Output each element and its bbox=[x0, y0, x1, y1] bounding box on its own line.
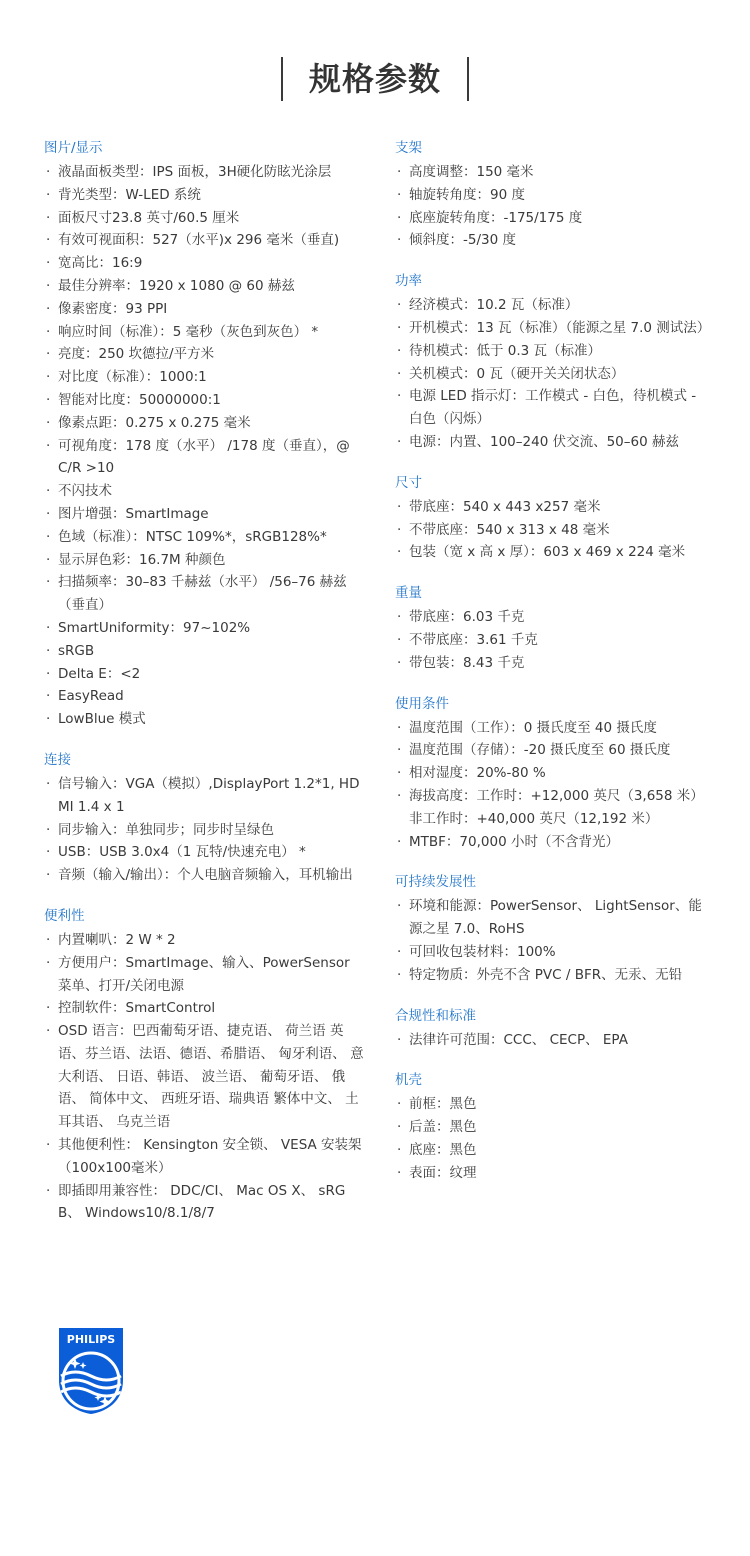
spec-item: · 高度调整：150 毫米 bbox=[395, 161, 713, 184]
section-heading: 支架 bbox=[395, 140, 422, 156]
title-divider-left bbox=[281, 57, 283, 101]
spec-item: · 智能对比度：50000000:1 bbox=[44, 389, 364, 412]
right-spec-column bbox=[395, 137, 713, 1203]
left-section bbox=[44, 749, 364, 887]
spec-item: · 开机模式：13 瓦（标准）（能源之星 7.0 测试法） bbox=[395, 317, 713, 340]
spec-item: · 信号输入：VGA（模拟）,DisplayPort 1.2*1, HDMI 1.4 x 1 bbox=[44, 773, 364, 819]
spec-item: · 底座：黑色 bbox=[395, 1139, 713, 1162]
spec-item: · Delta E：<2 bbox=[44, 663, 364, 686]
spec-item: · 相对湿度：20%-80 % bbox=[395, 762, 713, 785]
spec-item: · 亮度：250 坎德拉/平方米 bbox=[44, 343, 364, 366]
spec-item: · MTBF：70,000 小时（不含背光） bbox=[395, 831, 713, 854]
spec-item: · 法律许可范围：CCC、 CECP、 EPA bbox=[395, 1029, 713, 1052]
spec-item: · 经济模式：10.2 瓦（标准） bbox=[395, 294, 713, 317]
left-section bbox=[44, 905, 364, 1225]
section-heading: 连接 bbox=[44, 751, 71, 768]
spec-item: · 表面：纹理 bbox=[395, 1162, 713, 1185]
right-section bbox=[395, 472, 713, 564]
spec-item: · 可回收包装材料：100% bbox=[395, 941, 713, 964]
section-heading: 可持续发展性 bbox=[395, 874, 476, 891]
spec-item: · 扫描频率：30–83 千赫兹（水平） /56–76 赫兹（垂直） bbox=[44, 571, 364, 617]
spec-item: · 面板尺寸23.8 英寸/60.5 厘米 bbox=[44, 207, 364, 230]
spec-item: · 液晶面板类型：IPS 面板，3H硬化防眩光涂层 bbox=[44, 161, 364, 184]
spec-item: · 显示屏色彩：16.7M 种颜色 bbox=[44, 549, 364, 572]
philips-logo bbox=[57, 1326, 125, 1416]
spec-item: · 轴旋转角度：90 度 bbox=[395, 184, 713, 207]
logo-wordmark: PHILIPS bbox=[66, 1333, 116, 1346]
section-heading: 便利性 bbox=[44, 907, 85, 924]
section-heading: 功率 bbox=[395, 273, 422, 290]
spec-item: · 不闪技术 bbox=[44, 480, 364, 503]
spec-item: · 温度范围（存储）：-20 摄氏度至 60 摄氏度 bbox=[395, 739, 713, 762]
philips-shield-icon bbox=[57, 1326, 125, 1416]
spec-item: · 背光类型：W-LED 系统 bbox=[44, 184, 364, 207]
right-section bbox=[395, 1069, 713, 1184]
spec-item: · 海拔高度：工作时：+12,000 英尺（3,658 米） 非工作时：+40,000 英尺（12,192 米） bbox=[395, 785, 713, 831]
spec-item: · USB：USB 3.0x4（1 瓦特/快速充电） * bbox=[44, 841, 364, 864]
spec-item: · SmartUniformity：97~102% bbox=[44, 617, 364, 640]
spec-item: · 方便用户：SmartImage、输入、PowerSensor 菜单、打开/关闭电源 bbox=[44, 952, 364, 998]
spec-item: · 特定物质：外壳不含 PVC / BFR、无汞、无铅 bbox=[395, 964, 713, 987]
spec-item: · 控制软件：SmartControl bbox=[44, 997, 364, 1020]
section-heading: 机壳 bbox=[395, 1072, 422, 1089]
title-divider-right bbox=[467, 57, 469, 101]
spec-item: · 底座旋转角度：-175/175 度 bbox=[395, 207, 713, 230]
spec-item: · 电源 LED 指示灯：工作模式 - 白色，待机模式 - 白色（闪烁） bbox=[395, 385, 713, 431]
section-heading: 使用条件 bbox=[395, 695, 449, 712]
page-title-block bbox=[0, 56, 750, 102]
spec-item: · 像素密度：93 PPI bbox=[44, 298, 364, 321]
spec-item: · 带底座：540 x 443 x257 毫米 bbox=[395, 496, 713, 519]
section-heading: 合规性和标准 bbox=[395, 1007, 476, 1024]
spec-item: · 像素点距：0.275 x 0.275 毫米 bbox=[44, 412, 364, 435]
section-heading: 图片/显示 bbox=[44, 140, 103, 156]
spec-item: · EasyRead bbox=[44, 685, 364, 708]
right-section bbox=[395, 270, 713, 454]
section-heading: 重量 bbox=[395, 585, 422, 602]
right-section bbox=[395, 693, 713, 854]
spec-item: · 前框：黑色 bbox=[395, 1093, 713, 1116]
spec-item: · 音频（输入/输出）：个人电脑音频输入，耳机输出 bbox=[44, 864, 364, 887]
spec-item: · 电源：内置、100–240 伏交流、50–60 赫兹 bbox=[395, 431, 713, 454]
spec-item: · sRGB bbox=[44, 640, 364, 663]
spec-item: · 有效可视面积：527（水平)x 296 毫米（垂直) bbox=[44, 229, 364, 252]
spec-item: · 环境和能源：PowerSensor、 LightSensor、能源之星 7.0、RoHS bbox=[395, 895, 713, 941]
spec-item: · 不带底座：540 x 313 x 48 毫米 bbox=[395, 519, 713, 542]
spec-item: · 色域（标准）：NTSC 109%*，sRGB128%* bbox=[44, 526, 364, 549]
left-spec-column bbox=[44, 137, 364, 1243]
spec-item: · 倾斜度：-5/30 度 bbox=[395, 229, 713, 252]
left-section bbox=[44, 137, 364, 731]
right-section bbox=[395, 871, 713, 986]
page-title: 规格参数 bbox=[308, 60, 441, 98]
spec-item: · 宽高比：16:9 bbox=[44, 252, 364, 275]
spec-item: · 图片增强：SmartImage bbox=[44, 503, 364, 526]
spec-item: · 其他便利性： Kensington 安全锁、 VESA 安装架（100x100毫米） bbox=[44, 1134, 364, 1180]
right-section bbox=[395, 137, 713, 252]
spec-item: · LowBlue 模式 bbox=[44, 708, 364, 731]
spec-item: · 内置喇叭：2 W * 2 bbox=[44, 929, 364, 952]
spec-item: · 后盖：黑色 bbox=[395, 1116, 713, 1139]
spec-item: · 待机模式：低于 0.3 瓦（标准） bbox=[395, 340, 713, 363]
spec-item: · OSD 语言：巴西葡萄牙语、捷克语、 荷兰语 英语、芬兰语、法语、德语、希腊语、 匈牙利语、 意大利语、 日语、韩语、 波兰语、 葡萄牙语、 俄语、 简体中文、 西班牙语、瑞典语 繁体中文、 土耳其语、 乌克兰语 bbox=[44, 1020, 364, 1134]
right-section bbox=[395, 582, 713, 674]
spec-item: · 响应时间（标准）：5 毫秒（灰色到灰色） * bbox=[44, 321, 364, 344]
spec-item: · 关机模式：0 瓦（硬开关关闭状态） bbox=[395, 363, 713, 386]
spec-item: · 即插即用兼容性： DDC/CI、 Mac OS X、 sRGB、 Windows10/8.1/8/7 bbox=[44, 1180, 364, 1226]
spec-item: · 可视角度：178 度（水平） /178 度（垂直），@ C/R >10 bbox=[44, 435, 364, 481]
spec-item: · 不带底座：3.61 千克 bbox=[395, 629, 713, 652]
right-section bbox=[395, 1005, 713, 1052]
spec-item: · 带包装：8.43 千克 bbox=[395, 652, 713, 675]
spec-item: · 对比度（标准）：1000:1 bbox=[44, 366, 364, 389]
spec-item: · 最佳分辨率：1920 x 1080 @ 60 赫兹 bbox=[44, 275, 364, 298]
spec-item: · 包装（宽 x 高 x 厚）：603 x 469 x 224 毫米 bbox=[395, 541, 713, 564]
spec-item: · 带底座：6.03 千克 bbox=[395, 606, 713, 629]
section-heading: 尺寸 bbox=[395, 474, 422, 491]
spec-item: · 同步输入：单独同步；同步时呈绿色 bbox=[44, 819, 364, 842]
spec-item: · 温度范围（工作）：0 摄氏度至 40 摄氏度 bbox=[395, 717, 713, 740]
